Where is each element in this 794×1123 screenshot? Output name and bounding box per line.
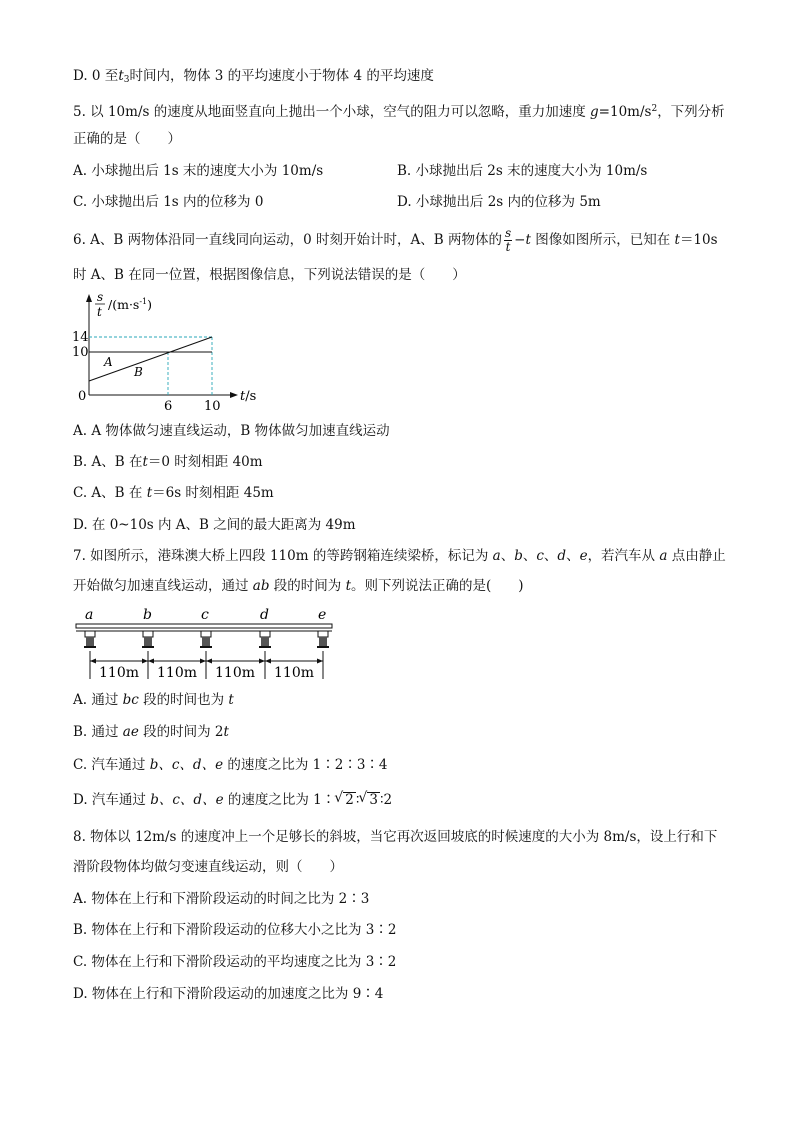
q5-stem-line2: 正确的是（ ）	[73, 131, 181, 147]
q7-stem-line2: 开始做匀加速直线运动，通过 ab 段的时间为 t。则下列说法正确的是( )	[73, 578, 524, 594]
pier-c	[200, 631, 212, 648]
point-c: c	[201, 607, 209, 623]
point-d: d	[260, 607, 269, 623]
q6-option-d: D. 在 0~10s 内 A、B 之间的最大距离为 49m	[73, 517, 356, 533]
pier-e	[317, 631, 329, 648]
q8-stem-line2: 滑阶段物体均做匀变速直线运动，则（ ）	[73, 859, 343, 875]
q5-option-c: C. 小球抛出后 1s 内的位移为 0	[73, 194, 264, 210]
q6-fraction: $\frac{s}{t}$	[504, 226, 512, 254]
x-axis-arrow	[230, 392, 238, 398]
q6-option-b: B. A、B 在t＝0 时刻相距 40m	[73, 454, 263, 470]
span-label-3: 110m	[215, 665, 255, 681]
span-label-4: 110m	[274, 665, 314, 681]
q7-option-c: C. 汽车通过 b、c、d、e 的速度之比为 1∶2∶3∶4	[73, 757, 388, 773]
q7-bridge-diagram	[72, 603, 338, 683]
q6-st-t-graph	[70, 288, 270, 414]
y-label-unit: $/(m\cdot s^{-1})$	[108, 297, 153, 312]
q6-option-c: C. A、B 在 t＝6s 时刻相距 45m	[73, 485, 274, 501]
q8-stem-line1: 8. 物体以 12m/s 的速度冲上一个足够长的斜坡，当它再次返回坡底的时候速度的大小为 8m/s，设上行和下	[73, 829, 718, 845]
q4-option-d: D. 0 至$t_3$时间内，物体 3 的平均速度小于物体 4 的平均速度	[73, 68, 434, 85]
point-e: e	[318, 607, 327, 623]
sqrt-2: √ 2	[343, 792, 356, 807]
label-a: A	[104, 355, 113, 369]
q6-stem-line1: 6. A、B 两物体沿同一直线同向运动，0 时刻开始计时，A、B 两物体的 $\frac{s}{t}$ −t 图像如图所示，已知在 t＝10s	[73, 226, 718, 254]
point-a: a	[85, 607, 94, 623]
label-b: B	[134, 365, 143, 379]
q7-option-a: A. 通过 bc 段的时间也为 t	[73, 692, 234, 708]
y-axis-arrow	[86, 294, 92, 302]
tick-10: 10	[72, 345, 89, 360]
pier-a	[84, 631, 96, 648]
tick-6: 6	[164, 399, 173, 414]
x-label: t/s	[240, 389, 257, 404]
y-label-num: s	[97, 290, 104, 304]
q5-option-d: D. 小球抛出后 2s 内的位移为 5m	[397, 194, 601, 210]
tick-14: 14	[72, 330, 89, 345]
q8-option-c: C. 物体在上行和下滑阶段运动的平均速度之比为 3∶2	[73, 954, 397, 970]
q6-stem-line2: 时 A、B 在同一位置，根据图像信息，下列说法错误的是（ ）	[73, 267, 466, 283]
point-b: b	[143, 607, 152, 623]
q8-option-b: B. 物体在上行和下滑阶段运动的位移大小之比为 3∶2	[73, 922, 397, 938]
q8-option-d: D. 物体在上行和下滑阶段运动的加速度之比为 9∶4	[73, 986, 384, 1002]
tick-0: 0	[78, 389, 87, 404]
bridge-deck	[76, 624, 332, 628]
pier-b	[142, 631, 154, 648]
span-label-2: 110m	[157, 665, 197, 681]
tick-x10: 10	[204, 399, 221, 414]
q7-option-b: B. 通过 ae 段的时间为 2t	[73, 724, 229, 740]
y-label-den: t	[97, 305, 102, 319]
sqrt-3: √ 3	[367, 792, 380, 807]
pier-d	[259, 631, 271, 648]
q5-option-b: B. 小球抛出后 2s 末的速度大小为 10m/s	[397, 163, 648, 179]
q5-stem-line1: 5. 以 10m/s 的速度从地面竖直向上抛出一个小球，空气的阻力可以忽略，重力加速度 $g=10m/s^2$，下列分析	[73, 104, 725, 120]
q7-stem-line1: 7. 如图所示，港珠澳大桥上四段 110m 的等跨钢箱连续梁桥，标记为 a、b、c、d、e，若汽车从 a 点由静止	[73, 548, 726, 564]
q6-option-a: A. A 物体做匀速直线运动，B 物体做匀加速直线运动	[73, 423, 390, 439]
q8-option-a: A. 物体在上行和下滑阶段运动的时间之比为 2∶3	[73, 891, 370, 907]
q5-option-a: A. 小球抛出后 1s 末的速度大小为 10m/s	[73, 163, 324, 179]
q7-option-d: D. 汽车通过 b、c、d、e 的速度之比为 1∶√ 2 ∶√ 3 ∶2	[73, 790, 392, 810]
span-label-1: 110m	[99, 665, 139, 681]
